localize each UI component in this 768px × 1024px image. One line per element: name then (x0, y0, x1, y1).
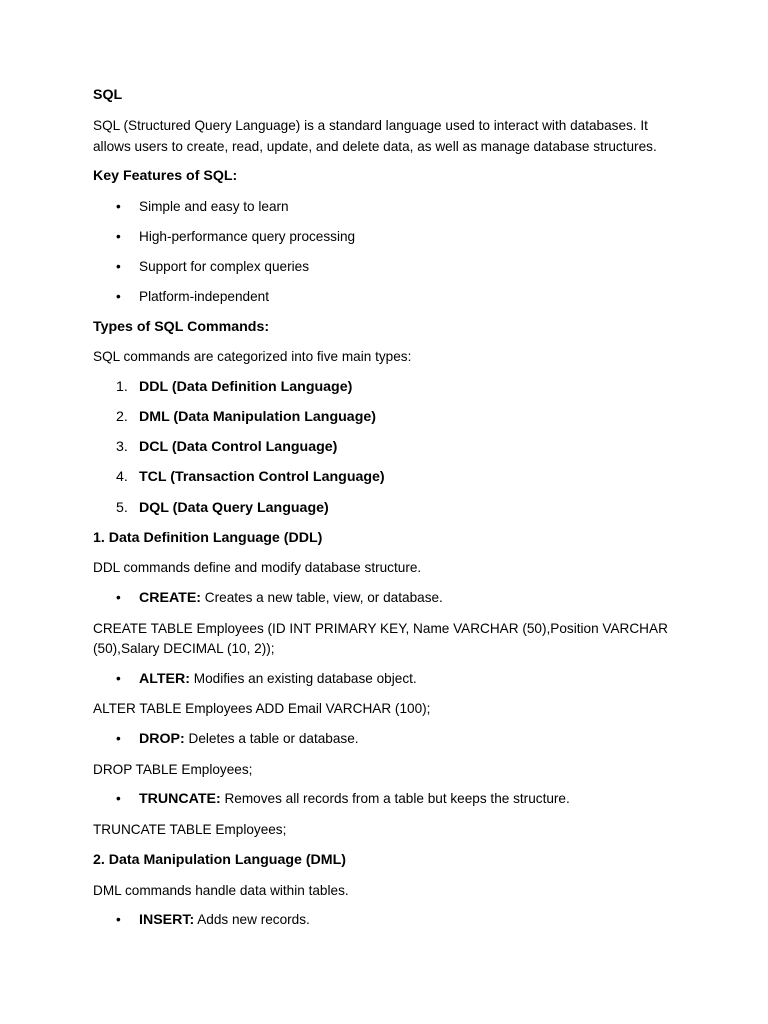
dml-intro: DML commands handle data within tables. (93, 883, 349, 898)
code-line: DROP TABLE Employees; (93, 762, 253, 777)
list-item (116, 500, 329, 516)
command-description: Deletes a table or database. (184, 731, 359, 746)
ddl-intro: DDL commands define and modify database structure. (93, 560, 422, 575)
list-item (139, 590, 443, 606)
list-number: 4. (116, 469, 128, 485)
list-item-label: DCL (Data Control Language) (139, 439, 338, 455)
code-line: (50),Salary DECIMAL (10, 2)); (93, 641, 275, 656)
list-item (116, 439, 338, 455)
command-term: DROP: (139, 731, 185, 747)
code-line: CREATE TABLE Employees (ID INT PRIMARY KEY, Name VARCHAR (50),Position VARCHAR (93, 621, 668, 636)
code-line: ALTER TABLE Employees ADD Email VARCHAR (100); (93, 701, 431, 716)
command-term: INSERT: (139, 912, 195, 928)
types-heading: Types of SQL Commands: (93, 319, 270, 335)
command-description: Modifies an existing database object. (189, 671, 417, 686)
list-item (116, 379, 353, 395)
list-item-label: TCL (Transaction Control Language) (139, 469, 385, 485)
command-term: CREATE: (139, 590, 202, 606)
command-description: Creates a new table, view, or database. (201, 590, 443, 605)
command-description: Removes all records from a table but keeps the structure. (220, 791, 570, 806)
list-item: • Simple and easy to learn (139, 199, 289, 214)
types-intro: SQL commands are categorized into five main types: (93, 349, 412, 364)
dml-heading: 2. Data Manipulation Language (DML) (93, 852, 347, 868)
command-term: TRUNCATE: (139, 791, 221, 807)
list-item-label: DDL (Data Definition Language) (139, 379, 353, 395)
intro-line-1: SQL (Structured Query Language) is a standard language used to interact with databases. It (93, 118, 648, 133)
list-item: • High-performance query processing (139, 229, 355, 244)
list-item: • Platform-independent (139, 289, 269, 304)
list-item (139, 912, 310, 928)
ddl-heading: 1. Data Definition Language (DDL) (93, 530, 323, 546)
list-item (139, 671, 417, 687)
list-number: 3. (116, 439, 128, 455)
command-description: Adds new records. (194, 912, 310, 927)
list-item (139, 791, 570, 807)
key-features-heading: Key Features of SQL: (93, 168, 238, 184)
list-number: 1. (116, 379, 128, 395)
command-term: ALTER: (139, 671, 190, 687)
list-number: 5. (116, 500, 128, 516)
list-number: 2. (116, 409, 128, 425)
list-item (116, 469, 385, 485)
list-item-label: DML (Data Manipulation Language) (139, 409, 376, 425)
document-title: SQL (93, 87, 123, 103)
code-line: TRUNCATE TABLE Employees; (93, 822, 287, 837)
list-item (139, 731, 359, 747)
list-item-label: DQL (Data Query Language) (139, 500, 329, 516)
list-item (116, 409, 376, 425)
list-item: • Support for complex queries (139, 259, 309, 274)
intro-line-2: allows users to create, read, update, and delete data, as well as manage database structures. (93, 139, 657, 154)
